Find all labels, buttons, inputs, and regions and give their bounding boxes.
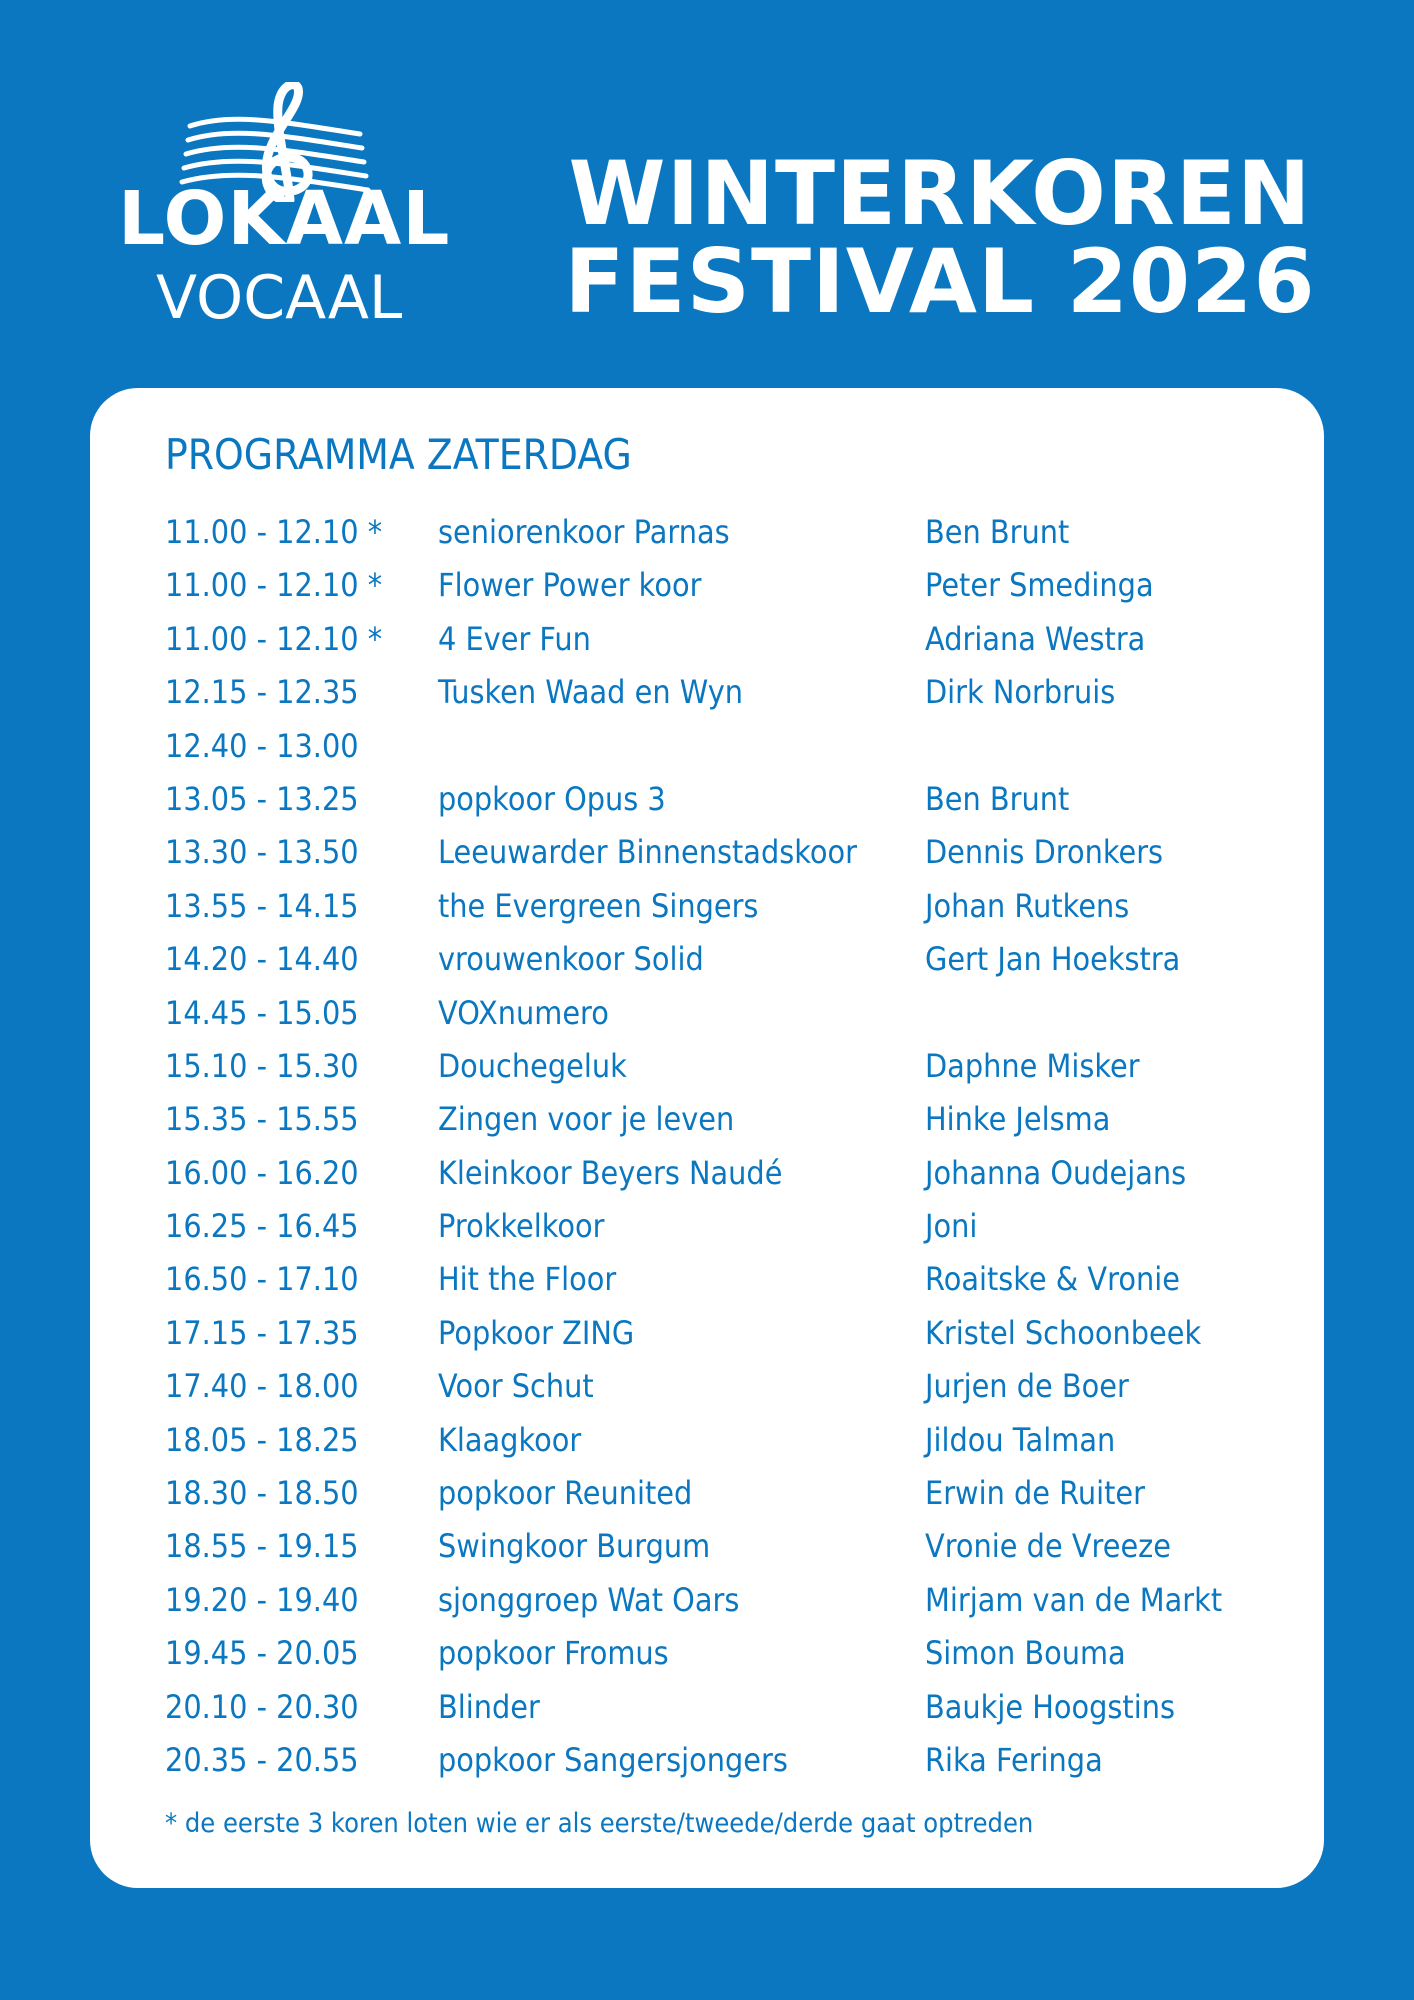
schedule-row [165,1093,1285,1146]
schedule-time: 11.00 - 12.10 * [165,513,383,551]
schedule-row [165,1520,1285,1573]
program-heading: PROGRAMMA ZATERDAG [165,430,632,479]
schedule-leader: Ben Brunt [925,779,1070,818]
schedule-row [165,773,1285,826]
schedule-row [165,1574,1285,1627]
schedule-choir: popkoor Sangersjongers [438,1740,788,1779]
schedule-leader: Jildou Talman [925,1420,1116,1459]
schedule-time: 20.10 - 20.30 [165,1687,359,1726]
schedule-time: 20.35 - 20.55 [165,1740,359,1779]
program-card [90,388,1324,1888]
schedule-time: 12.40 - 13.00 [165,726,359,765]
schedule-choir: Blinder [438,1687,540,1726]
schedule-time: 13.30 - 13.50 [165,833,359,872]
schedule-leader: Simon Bouma [925,1634,1126,1673]
schedule-choir: Flower Power koor [438,566,702,605]
schedule-time: 16.00 - 16.20 [165,1153,359,1192]
schedule-row [165,506,1285,559]
schedule-choir: vrouwenkoor Solid [438,940,704,979]
schedule-choir: Swingkoor Burgum [438,1527,711,1566]
schedule-leader: Hinke Jelsma [925,1100,1111,1139]
schedule-row [165,933,1285,986]
schedule-time: 16.50 - 17.10 [165,1260,359,1299]
schedule-row [165,1253,1285,1306]
schedule-time: 11.00 - 12.10 * [165,566,383,605]
schedule-leader: Peter Smedinga [925,566,1154,605]
schedule-choir: sjonggroep Wat Oars [438,1580,740,1619]
schedule-time: 13.05 - 13.25 [165,779,359,818]
schedule-leader: Johan Rutkens [925,886,1130,925]
schedule-leader: Gert Jan Hoekstra [925,940,1181,979]
schedule-row [165,1414,1285,1467]
schedule-time: 18.30 - 18.50 [165,1474,359,1513]
schedule-row [165,1200,1285,1253]
schedule-leader: Vronie de Vreeze [925,1527,1171,1566]
schedule-choir: seniorenkoor Parnas [438,513,730,551]
schedule-leader: Kristel Schoonbeek [925,1313,1202,1352]
schedule-time: 14.20 - 14.40 [165,940,359,979]
logo-word-lokaal: LOKAAL [118,176,451,262]
schedule-leader: Mirjam van de Markt [925,1580,1223,1619]
festival-title-line-1: WINTERKOREN [568,142,1312,245]
schedule-choir: Hit the Floor [438,1260,617,1299]
schedule-leader: Adriana Westra [925,619,1146,658]
schedule-row [165,720,1285,773]
schedule-choir: Klaagkoor [438,1420,582,1459]
schedule-time: 19.45 - 20.05 [165,1634,359,1673]
logo-word-vocaal: VOCAAL [156,263,403,333]
schedule-time: 15.10 - 15.30 [165,1046,359,1085]
schedule-choir: Kleinkoor Beyers Naudé [438,1153,783,1192]
schedule-row [165,1040,1285,1093]
schedule-row [165,1681,1285,1734]
schedule-leader: Roaitske & Vronie [925,1260,1180,1299]
festival-title-line-2: FESTIVAL 2026 [564,230,1316,333]
schedule-choir: VOXnumero [438,993,609,1032]
schedule-row [165,1147,1285,1200]
schedule-row [165,987,1285,1040]
schedule-choir: popkoor Opus 3 [438,779,666,818]
schedule-choir: popkoor Fromus [438,1634,669,1673]
schedule-time: 15.35 - 15.55 [165,1100,359,1139]
schedule-row [165,1627,1285,1680]
schedule-time: 12.15 - 12.35 [165,673,359,712]
schedule-time: 17.40 - 18.00 [165,1367,359,1406]
schedule-leader: Dennis Dronkers [925,833,1164,872]
schedule-choir: Popkoor ZING [438,1313,635,1352]
schedule-leader: Ben Brunt [925,513,1070,551]
schedule-choir: Voor Schut [438,1367,594,1406]
schedule-row [165,666,1285,719]
schedule-time: 18.55 - 19.15 [165,1527,359,1566]
schedule-row [165,1734,1285,1787]
schedule-leader: Rika Feringa [925,1740,1103,1779]
schedule-time: 14.45 - 15.05 [165,993,359,1032]
schedule-choir: the Evergreen Singers [438,886,759,925]
schedule-choir: popkoor Reunited [438,1474,693,1513]
schedule-row [165,826,1285,879]
schedule-time: 17.15 - 17.35 [165,1313,359,1352]
schedule-time: 18.05 - 18.25 [165,1420,359,1459]
schedule-row [165,1360,1285,1413]
schedule-row [165,1467,1285,1520]
festival-title [510,142,1370,333]
schedule-row [165,559,1285,612]
schedule-choir: Leeuwarder Binnenstadskoor [438,833,857,872]
schedule-row [165,1307,1285,1360]
schedule-row [165,880,1285,933]
schedule-choir: Douchegeluk [438,1046,627,1085]
schedule-leader: Baukje Hoogstins [925,1687,1175,1726]
schedule-leader: Erwin de Ruiter [925,1474,1145,1513]
schedule-leader: Jurjen de Boer [925,1367,1129,1406]
schedule-time: 19.20 - 19.40 [165,1580,359,1619]
schedule-leader: Daphne Misker [925,1046,1140,1085]
schedule-row [165,613,1285,666]
lokaal-vocaal-logo [112,82,451,342]
schedule-time: 16.25 - 16.45 [165,1207,359,1246]
schedule-leader: Johanna Oudejans [925,1153,1187,1192]
schedule-leader: Joni [925,1207,978,1246]
schedule-time: 13.55 - 14.15 [165,886,359,925]
schedule-choir: Prokkelkoor [438,1207,605,1246]
schedule-leader: Dirk Norbruis [925,673,1116,712]
program-footnote: * de eerste 3 koren loten wie er als eerste/tweede/derde gaat optreden [165,1808,1034,1839]
schedule-choir: Tusken Waad en Wyn [438,673,744,712]
schedule-time: 11.00 - 12.10 * [165,619,383,658]
program-schedule [165,506,1285,1787]
schedule-choir: 4 Ever Fun [438,619,591,658]
schedule-choir: Zingen voor je leven [438,1100,735,1139]
